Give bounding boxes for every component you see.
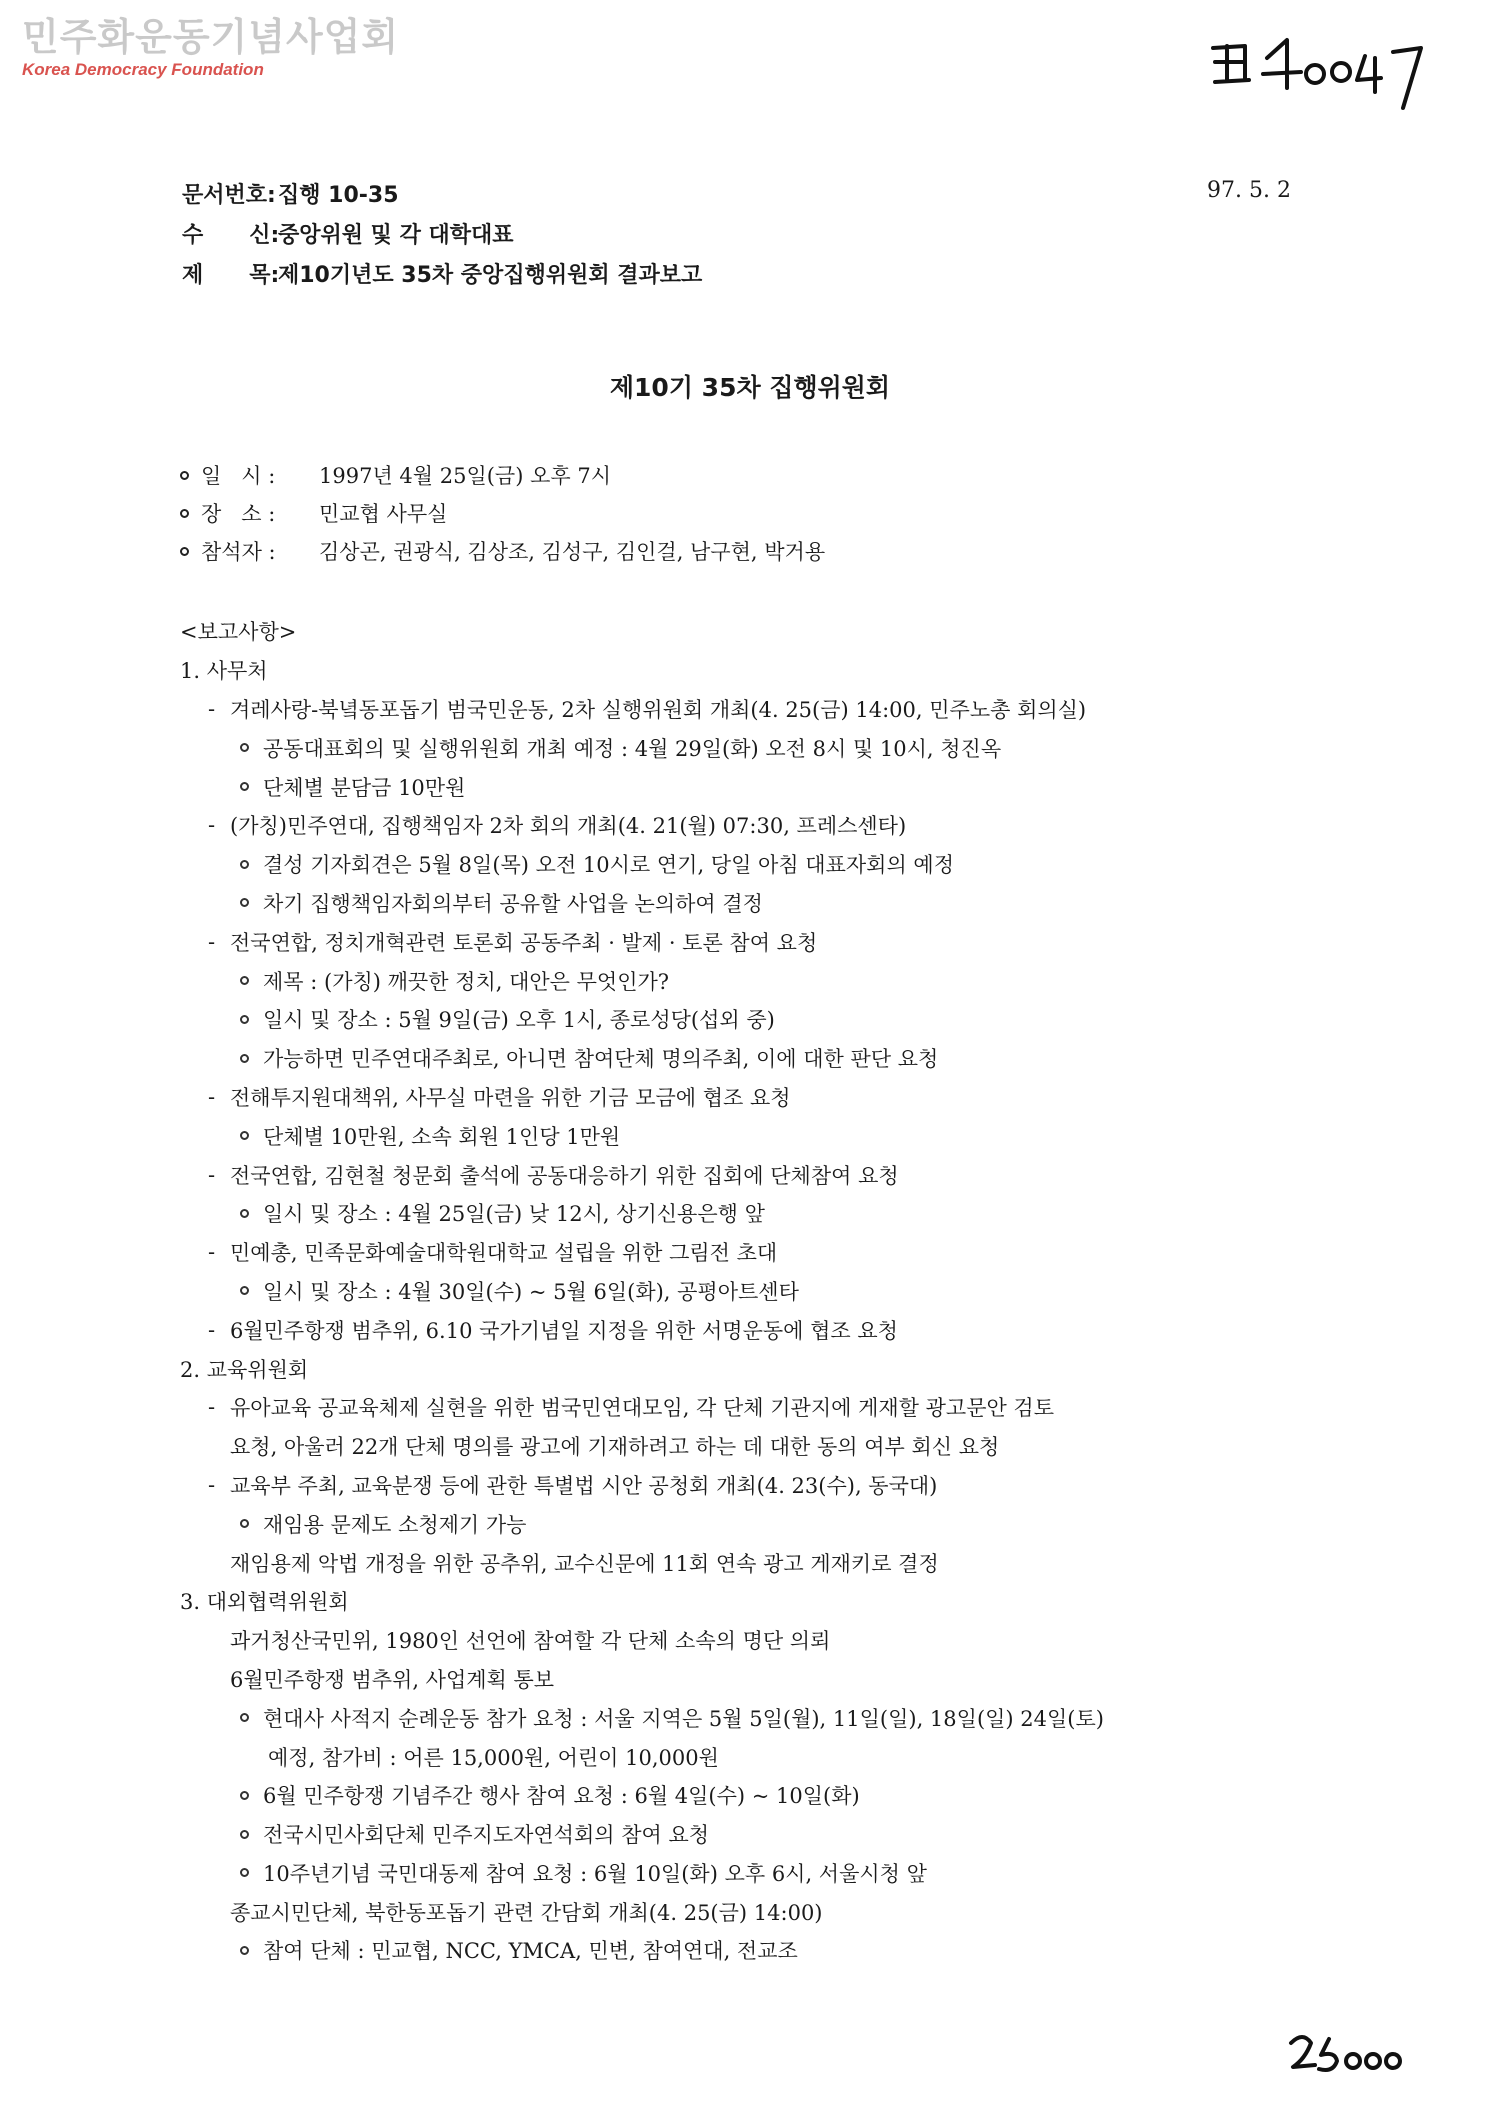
section-title: 2. 교육위원회 [180,1357,309,1382]
bullet-icon [240,743,249,752]
report-sub-item [180,845,1370,884]
report-item-text: 차기 집행책임자회의부터 공유할 사업을 논의하여 결정 [263,891,763,916]
report-sub-item [180,961,1370,1000]
report-sub-item [180,1815,1370,1854]
handwritten-page-number [1285,2025,1405,2085]
attendees-value: 김상곤, 권광식, 김상조, 김성구, 김인걸, 남구현, 박거용 [319,540,826,564]
report-sub-item [180,1000,1370,1039]
report-item-text: 일시 및 장소 : 4월 30일(수) ~ 5월 6일(화), 공평아트센타 [263,1279,799,1304]
report-sub-item [180,1931,1370,1970]
dash-marker: - [208,813,216,838]
dash-marker: - [208,929,216,954]
doc-number-label: 문서번호: [182,183,276,208]
report-item-text: 전해투지원대책위, 사무실 마련을 위한 기금 모금에 협조 요청 [230,1085,791,1110]
report-item-text: 민예총, 민족문화예술대학원대학교 설립을 위한 그림전 초대 [230,1241,778,1266]
report-item-text: 전국시민사회단체 민주지도자연석회의 참여 요청 [263,1823,710,1848]
report-item-text: 6월민주항쟁 범추위, 사업계획 통보 [230,1667,555,1692]
report-item [180,1233,1370,1272]
attendees-row [180,532,825,570]
bullet-icon [240,1286,249,1295]
bullet-icon [240,1713,249,1722]
bullet-icon [240,1209,249,1218]
report-sub-item [180,1116,1370,1155]
report-heading: <보고사항> [180,620,297,645]
report-sub-item [180,1776,1370,1815]
bullet-icon [240,976,249,985]
meeting-time-value: 1997년 4월 25일(금) 오후 7시 [319,464,611,488]
report-sub-item [180,728,1370,767]
doc-number-value: 집행 10-35 [278,183,399,208]
report-item-text: 단체별 10만원, 소속 회원 1인당 1만원 [263,1124,621,1149]
report-item-text: 10주년기념 국민대동제 참여 요청 : 6월 10일(화) 오후 6시, 서울시청 앞 [263,1861,927,1886]
report-item-text: (가칭)민주연대, 집행책임자 2차 회의 개최(4. 21(월) 07:30, 프레스센타) [230,814,907,839]
meeting-time-label: 일 시 : [201,464,276,488]
report-item-text: 6월 민주항쟁 기념주간 행사 참여 요청 : 6월 4일(수) ~ 10일(화) [263,1784,860,1809]
report-item-text: 단체별 분담금 10만원 [263,775,466,800]
report-item-text: 일시 및 장소 : 5월 9일(금) 오후 1시, 종로성당(섭외 중) [263,1008,775,1033]
bullet-icon [180,471,189,480]
report-sub-item [180,884,1370,923]
report-item [180,1388,1370,1427]
report-item [180,1078,1370,1117]
report-item [180,1466,1370,1505]
handwritten-archive-number [1205,28,1435,118]
recipient-value: 중앙위원 및 각 대학대표 [278,223,514,248]
logo-english-text: Korea Democracy Foundation [22,60,264,79]
document-date: 97. 5. 2 [1207,178,1291,203]
report-item-text: 가능하면 민주연대주최로, 아니면 참여단체 명의주최, 이에 대한 판단 요청 [263,1047,939,1072]
bullet-icon [240,1015,249,1024]
report-sub-item [180,767,1370,806]
report-item-text: 현대사 사적지 순례운동 참가 요청 : 서울 지역은 5월 5일(월), 11일(일), 18일(일) 24일(토) [263,1706,1104,1731]
report-continuation [180,1892,1370,1931]
dash-marker: - [208,1395,216,1420]
doc-number-row [182,178,702,218]
attendees-label: 참석자 : [201,540,276,564]
meeting-place-value: 민교협 사무실 [319,502,448,526]
bullet-icon [240,782,249,791]
report-sub-item [180,1504,1370,1543]
document-header [182,178,702,298]
report-sub-item [180,1854,1370,1893]
report-content [180,612,1370,1970]
report-item-text: 공동대표회의 및 실행위원회 개최 예정 : 4월 29일(화) 오전 8시 및 10시, 청진옥 [263,736,1002,761]
bullet-icon [240,1868,249,1877]
report-item-text: 재임용 문제도 소청제기 가능 [263,1512,527,1537]
subject-value: 제10기년도 35차 중앙집행위원회 결과보고 [278,263,703,288]
foundation-logo [22,15,400,80]
recipient-label: 수 신: [182,223,280,248]
report-sub-item [180,1039,1370,1078]
section-title: 3. 대외협력위원회 [180,1590,349,1615]
dash-marker: - [208,1084,216,1109]
section-title: 1. 사무처 [180,659,268,684]
report-item-text: 전국연합, 정치개혁관련 토론회 공동주최 · 발제 · 토론 참여 요청 [230,930,818,955]
meeting-info [180,456,825,570]
bullet-icon [240,1830,249,1839]
report-continuation [180,1427,1370,1466]
report-item-text: 유아교육 공교육체제 실현을 위한 범국민연대모임, 각 단체 기관지에 게재할 광고문안 검토 [230,1396,1055,1421]
dash-marker: - [208,1472,216,1497]
report-continuation [180,1543,1370,1582]
report-sub-item [180,1194,1370,1233]
bullet-icon [240,860,249,869]
meeting-place-label: 장 소 : [201,502,276,526]
report-item-text: 요청, 아울러 22개 단체 명의를 광고에 기재하려고 하는 데 대한 동의 여부 회신 요청 [230,1435,1000,1460]
bullet-icon [240,1791,249,1800]
report-item-text: 6월민주항쟁 범추위, 6.10 국가기념일 지정을 위한 서명운동에 협조 요청 [230,1318,898,1343]
bullet-icon [180,547,189,556]
report-item-text: 일시 및 장소 : 4월 25일(금) 낮 12시, 상기신용은행 앞 [263,1202,765,1227]
report-item-text: 과거청산국민위, 1980인 선언에 참여할 각 단체 소속의 명단 의뢰 [230,1629,831,1654]
report-continuation [180,1621,1370,1660]
bullet-icon [240,1519,249,1528]
dash-marker: - [208,1162,216,1187]
report-item [180,1310,1370,1349]
report-item-text: 겨레사랑-북녘동포돕기 범국민운동, 2차 실행위원회 개최(4. 25(금) 14:00, 민주노총 회의실) [230,697,1087,722]
meeting-time-row [180,456,825,494]
subject-row [182,258,702,298]
bullet-icon [240,1946,249,1955]
report-item-text: 종교시민단체, 북한동포돕기 관련 간담회 개최(4. 25(금) 14:00) [230,1900,823,1925]
report-item [180,1155,1370,1194]
bullet-icon [240,1054,249,1063]
report-item-text: 제목 : (가칭) 깨끗한 정치, 대안은 무엇인가? [263,969,670,994]
dash-marker: - [208,1240,216,1265]
report-continuation [180,1737,1370,1776]
recipient-row [182,218,702,258]
report-sub-item [180,1272,1370,1311]
meeting-place-row [180,494,825,532]
report-item [180,806,1370,845]
report-item-text: 참여 단체 : 민교협, NCC, YMCA, 민변, 참여연대, 전교조 [263,1939,798,1964]
report-item [180,922,1370,961]
report-item-text: 재임용제 악법 개정을 위한 공추위, 교수신문에 11회 연속 광고 게재키로 결정 [230,1551,939,1576]
dash-marker: - [208,1317,216,1342]
report-item-text: 전국연합, 김현철 청문회 출석에 공동대응하기 위한 집회에 단체참여 요청 [230,1163,899,1188]
report-sub-item [180,1698,1370,1737]
report-item-text: 결성 기자회견은 5월 8일(목) 오전 10시로 연기, 당일 아침 대표자회의 예정 [263,853,954,878]
subject-label: 제 목: [182,263,280,288]
bullet-icon [240,1131,249,1140]
dash-marker: - [208,696,216,721]
bullet-icon [180,509,189,518]
report-item-text: 교육부 주최, 교육분쟁 등에 관한 특별법 시안 공청회 개최(4. 23(수), 동국대) [230,1473,938,1498]
bullet-icon [240,898,249,907]
logo-korean-text: 민주화운동기념사업회 [22,15,400,59]
report-item-text: 예정, 참가비 : 어른 15,000원, 어린이 10,000원 [268,1745,719,1770]
document-title: 제10기 35차 집행위원회 [609,373,891,402]
report-item [180,690,1370,729]
report-continuation [180,1660,1370,1699]
